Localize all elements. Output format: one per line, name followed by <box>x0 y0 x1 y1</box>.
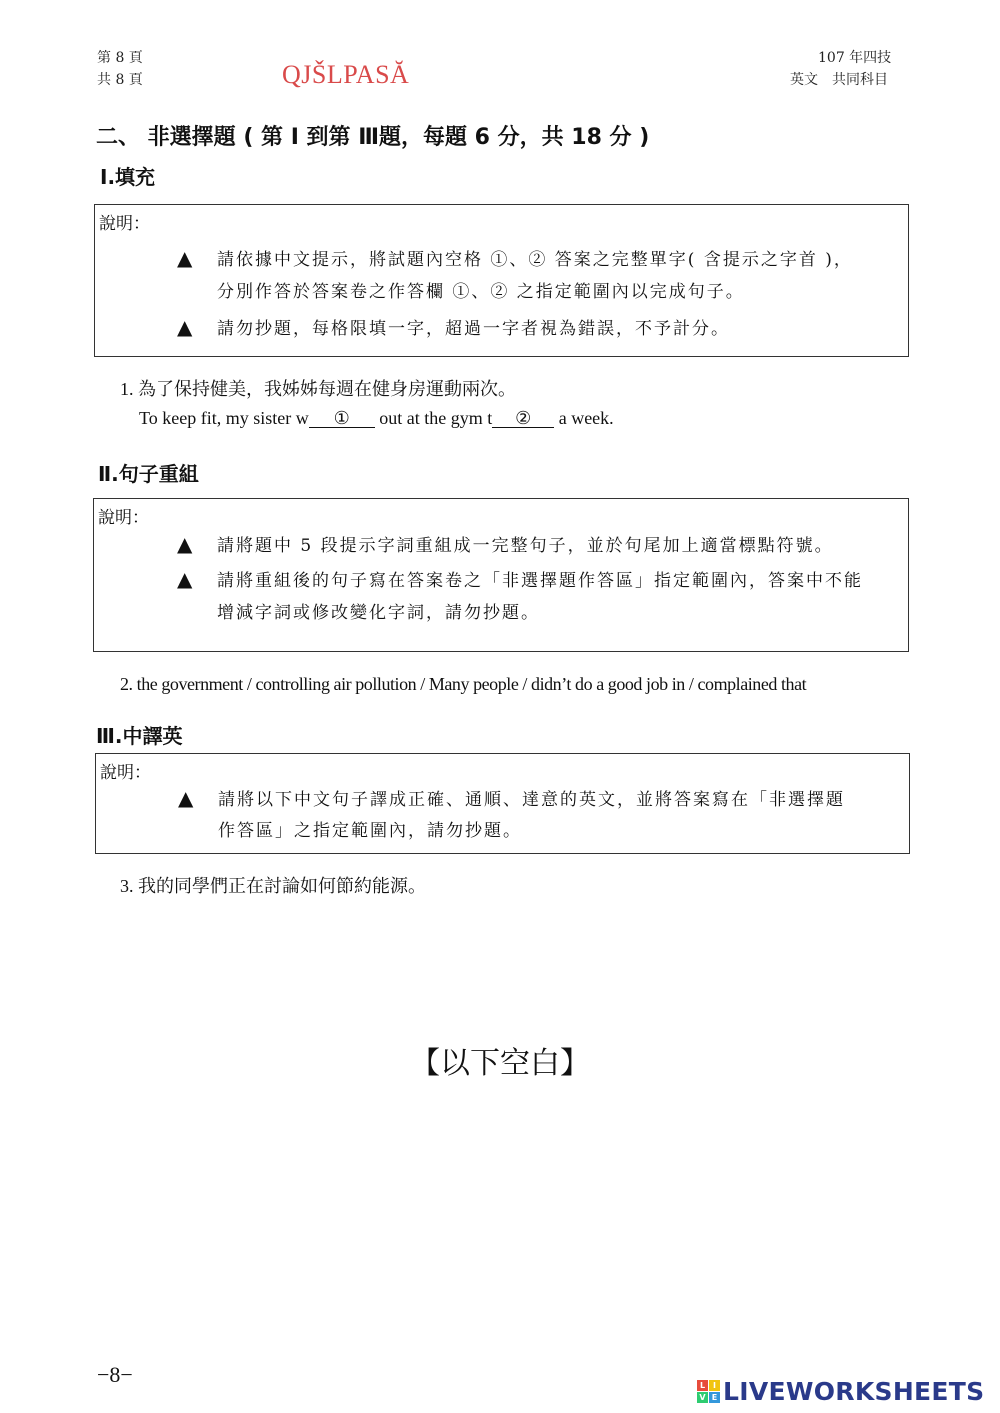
rule-line: ▲ 請將題中 5 段提示字詞重組成一完整句子，並於句尾加上適當標點符號。 <box>177 527 834 563</box>
part2-instructions-box <box>93 498 909 652</box>
page-current: 第 8 頁 <box>97 50 143 66</box>
part3-title: Ⅲ.中譯英 <box>96 724 183 748</box>
rule-line: ▲ 請將重組後的句子寫在答案卷之「非選擇題作答區」指定範圍內，答案中不能 <box>177 562 863 598</box>
triangle-bullet-icon: ▲ <box>177 567 195 591</box>
part1-instructions-box <box>94 204 909 357</box>
brand-name: LIVEWORKSHEETS <box>723 1377 985 1406</box>
box-label: 說明： <box>100 763 151 783</box>
triangle-bullet-icon: ▲ <box>177 246 195 270</box>
triangle-bullet-icon: ▲ <box>177 532 195 556</box>
stamp-watermark: QJŠLPASĂ <box>282 60 410 89</box>
blank-notice: 【以下空白】 <box>410 1046 590 1081</box>
question-1-english: To keep fit, my sister w ① out at the gym t ② a week. <box>139 408 614 428</box>
rule-line: ▲ 請依據中文提示，將試題內空格 ①、② 答案之完整單字( 含提示之字首 )， <box>177 241 853 277</box>
triangle-bullet-icon: ▲ <box>178 786 196 810</box>
logo-blocks-icon: L I V E <box>697 1380 720 1403</box>
rule-line: ▲ 請勿抄題，每格限填一字，超過一字者視為錯誤，不予計分。 <box>177 310 730 346</box>
part1-title: Ⅰ.填充 <box>100 165 156 189</box>
rule-line: 作答區」之指定範圍內，請勿抄題。 <box>218 821 522 841</box>
rule-line: 增減字詞或修改變化字詞，請勿抄題。 <box>217 603 540 623</box>
exam-year: 107 年四技 <box>818 50 892 66</box>
box-label: 說明： <box>99 214 150 234</box>
question-2: 2. the government / controlling air pollution / Many people / didn’t do a good job in / complained that <box>120 674 807 694</box>
exam-subject: 英文 共同科目 <box>790 72 888 88</box>
rule-line: ▲ 請將以下中文句子譯成正確、通順、達意的英文，並將答案寫在「非選擇題 <box>178 781 845 817</box>
liveworksheets-logo[interactable] <box>697 1377 984 1406</box>
triangle-bullet-icon: ▲ <box>177 315 195 339</box>
page-total: 共 8 頁 <box>97 72 143 88</box>
part3-instructions-box <box>95 753 910 854</box>
blank-1[interactable]: ① <box>309 409 375 428</box>
box-label: 說明： <box>98 508 149 528</box>
part2-title: Ⅱ.句子重組 <box>98 462 199 486</box>
question-3: 3. 我的同學們正在討論如何節約能源。 <box>120 876 426 896</box>
blank-2[interactable]: ② <box>492 409 554 428</box>
question-1-chinese: 1. 為了保持健美，我姊姊每週在健身房運動兩次。 <box>120 379 516 399</box>
page-number: −8− <box>97 1362 133 1387</box>
section-title: 二、 非選擇題 ( 第 Ⅰ 到第 Ⅲ題，每題 6 分，共 18 分 ) <box>96 125 650 150</box>
rule-line: 分別作答於答案卷之作答欄 ①、② 之指定範圍內以完成句子。 <box>217 282 745 302</box>
